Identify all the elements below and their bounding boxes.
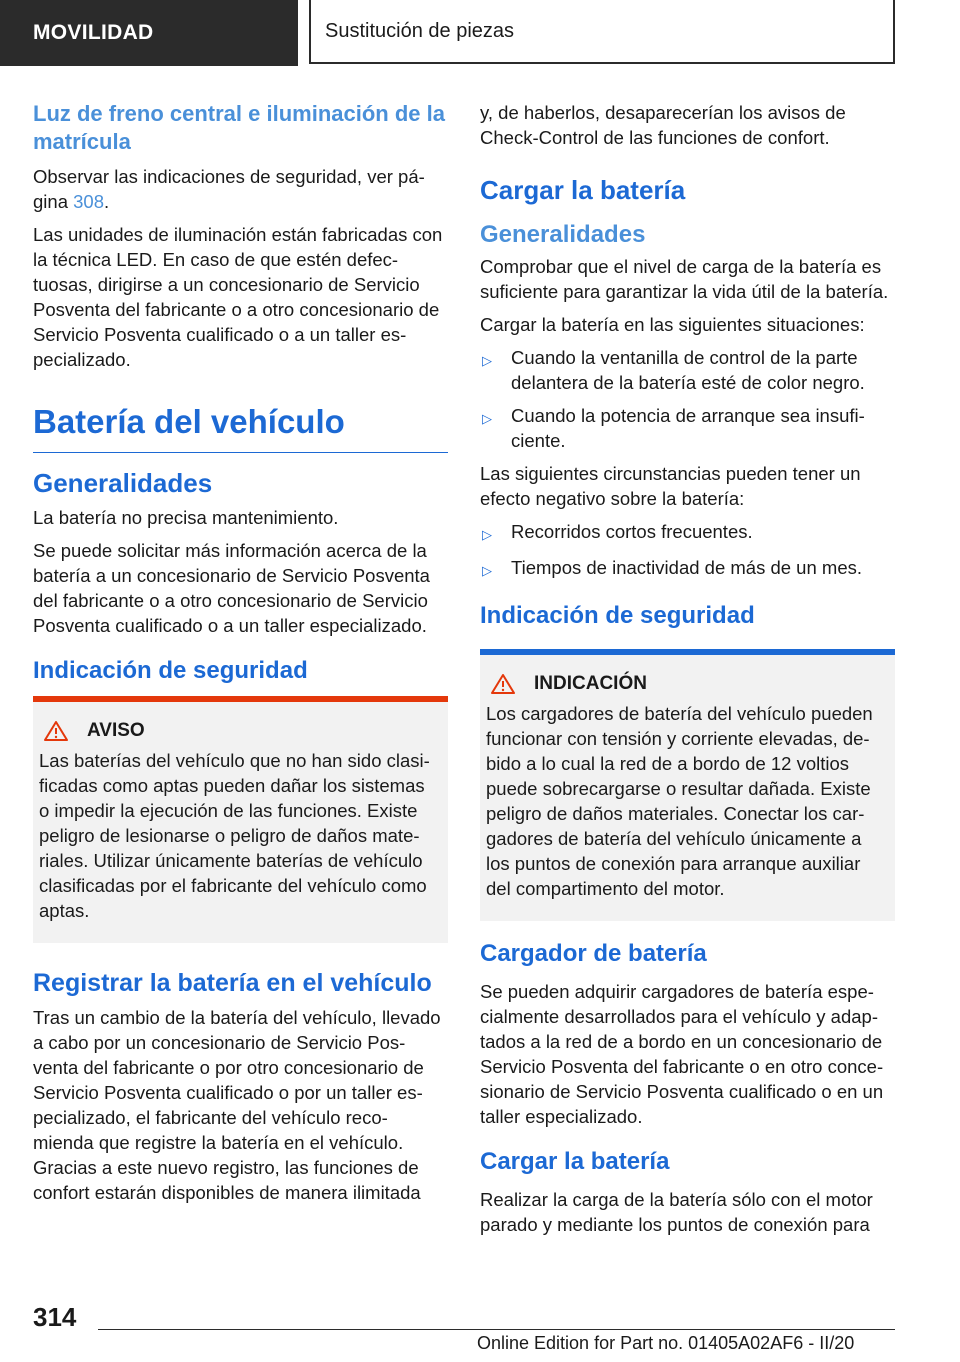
left-column [33, 100, 448, 1213]
triangle-right-icon: ▷ [482, 563, 492, 578]
warning-triangle-icon [490, 673, 516, 695]
luz-paragraph-1 [33, 164, 448, 214]
aviso-header [39, 720, 436, 742]
continuation-paragraph: y, de haberlos, desaparecerían los avisos de Check-Control de las funciones de confort. [480, 102, 846, 148]
luz-paragraph-2: Las unidades de iluminación están fabricadas con la técnica LED. En caso de que estén defec-tuosas, dirigirse a un concesionario de Servicio Posventa del fabricante o a otro concesionario de Servicio Posventa cualificado o a un taller es-pecializado. [33, 224, 443, 370]
indicacion-label: INDICACIÓN [534, 673, 647, 694]
generalidades-heading: Generalidades [33, 468, 213, 498]
list-item [480, 555, 895, 583]
cargador-heading: Cargador de batería [480, 940, 707, 967]
list-item [480, 403, 895, 453]
situation-text: Cuando la ventanilla de control de la parte delantera de la batería esté de color negro. [511, 347, 865, 393]
cargador-paragraph: Se pueden adquirir cargadores de batería espe-cialmente desarrollados para el vehículo y adap-tados a la red de a bordo en un concesionario de Servicio Posventa del fabricante o en otro conce-sionario de Servicio Posventa cualificado o en un taller especializado. [480, 981, 884, 1127]
triangle-right-icon: ▷ [482, 411, 492, 426]
indicacion-text: Los cargadores de batería del vehículo pueden funcionar con tensión y corriente elevadas, de-bido a lo cual la red de a bordo de 12 voltios puede sobrecargarse o resultar dañada. Existe peligro de daños materiales. Conectar los car-gadores de batería del vehículo únicamente a los puntos de conexión para arranque auxiliar del compartimento del motor. [486, 703, 873, 899]
situation-text: Cuando la potencia de arranque sea insufi-ciente. [511, 405, 865, 451]
bateria-heading-block [33, 380, 448, 453]
aviso-box [33, 696, 448, 943]
right-gen-paragraph-2: Cargar la batería en las siguientes situaciones: [480, 314, 865, 335]
indicacion-header [486, 673, 883, 695]
right-gen-paragraph-1: Comprobar que el nivel de carga de la batería es suficiente para garantizar la vida útil de la batería. [480, 256, 889, 302]
registrar-heading: Registrar la batería en el vehículo [33, 969, 432, 997]
registrar-paragraph: Tras un cambio de la batería del vehículo, llevado a cabo por un concesionario de Servicio Pos-venta del fabricante o por otro concesionario de Servicio Posventa cualificado o por un taller es-pecializado, el fabricante del vehículo reco-mienda que registre la batería en el vehículo. Gracias a este nuevo registro, las funciones de confort estarán disponibles de manera ilimitada [33, 1007, 441, 1203]
page-number: 314 [33, 1302, 77, 1332]
subsection-tab [309, 0, 895, 64]
cargar2-paragraph: Realizar la carga de la batería sólo con el motor parado y mediante los puntos de conexión para [480, 1189, 873, 1235]
triangle-right-icon: ▷ [482, 353, 492, 368]
section-title: MOVILIDAD [33, 21, 154, 44]
triangle-right-icon: ▷ [482, 527, 492, 542]
luz-p1-end: . [104, 191, 110, 212]
cargar-heading: Cargar la batería [480, 175, 686, 205]
warning-triangle-icon [43, 720, 69, 742]
right-column [480, 100, 895, 1245]
aviso-text: Las baterías del vehículo que no han sido clasi-ficadas como aptas pueden dañar los sistemas o impedir la ejecución de las funciones. Existe peligro de lesionarse o peligro de daños mate-riales. Utilizar únicamente baterías de vehículo clasificadas por el fabricante del vehículo como aptas. [39, 750, 430, 921]
indicacion-box [480, 649, 895, 921]
list-item [480, 519, 895, 547]
subsection-title: Sustitución de piezas [325, 19, 515, 42]
luz-heading: Luz de freno central e iluminación de la matrícula [33, 101, 445, 154]
bateria-heading: Batería del vehículo [33, 403, 345, 440]
effect-text: Tiempos de inactividad de más de un mes. [511, 557, 862, 578]
section-tab [0, 0, 298, 66]
right-seguridad-heading: Indicación de seguridad [480, 602, 755, 629]
gen-paragraph-2: Se puede solicitar más información acerca de la batería a un concesionario de Servicio Posventa del fabricante o a otro concesionario de Servicio Posventa cualificado o a un taller especializado. [33, 540, 430, 636]
aviso-label: AVISO [87, 720, 145, 741]
list-item [480, 345, 895, 395]
edition-text: Online Edition for Part no. 01405A02AF6 - II/20 [477, 1333, 855, 1353]
luz-p1-text: Observar las indicaciones de seguridad, ver pá-gina [33, 166, 425, 212]
page-link-308[interactable]: 308 [73, 191, 104, 212]
effect-text: Recorridos cortos frecuentes. [511, 521, 753, 542]
footer-divider [98, 1329, 895, 1330]
seguridad-heading: Indicación de seguridad [33, 657, 308, 684]
right-generalidades-heading: Generalidades [480, 221, 646, 248]
gen-paragraph-1: La batería no precisa mantenimiento. [33, 507, 339, 528]
cargar2-heading: Cargar la batería [480, 1148, 670, 1175]
effects-paragraph: Las siguientes circunstancias pueden tener un efecto negativo sobre la batería: [480, 463, 861, 509]
